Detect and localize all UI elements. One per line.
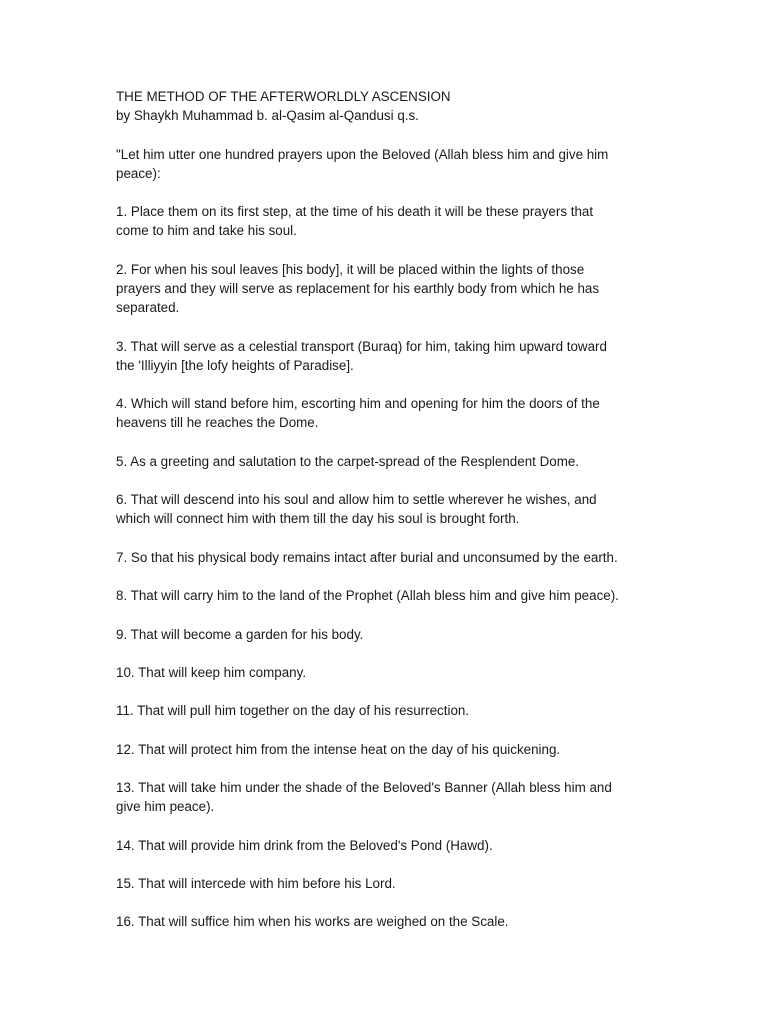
paragraph-line: 3. That will serve as a celestial transport (Buraq) for him, taking him upward toward (116, 338, 607, 354)
paragraph-line: 5. As a greeting and salutation to the carpet-spread of the Resplendent Dome. (116, 453, 580, 469)
paragraph-line: 9. That will become a garden for his body. (116, 626, 364, 642)
paragraph-line: 1. Place them on its first step, at the time of his death it will be these prayers that (116, 204, 594, 220)
paragraph-line: separated. (116, 300, 180, 316)
paragraph-line: give him peace). (116, 799, 215, 815)
intro-paragraph (116, 145, 661, 183)
paragraph-line: peace): (116, 165, 161, 181)
paragraph-line: 6. That will descend into his soul and allow him to settle wherever he wishes, and (116, 492, 597, 508)
title-block (116, 87, 661, 125)
paragraph-list (116, 145, 661, 932)
paragraph-line: 8. That will carry him to the land of the Prophet (Allah bless him and give him peace). (116, 588, 619, 604)
paragraph-line: 7. So that his physical body remains intact after burial and unconsumed by the earth. (116, 549, 618, 565)
paragraph-line: 12. That will protect him from the intense heat on the day of his quickening. (116, 741, 561, 757)
numbered-paragraph (116, 548, 661, 567)
numbered-paragraph (116, 912, 661, 931)
numbered-paragraph (116, 874, 661, 893)
paragraph-line: come to him and take his soul. (116, 223, 297, 239)
paragraph-line: 15. That will intercede with him before his Lord. (116, 876, 396, 892)
paragraph-line: 2. For when his soul leaves [his body], it will be placed within the lights of those (116, 261, 585, 277)
document-body (116, 87, 661, 951)
paragraph-line: the 'Illiyyin [the lofy heights of Paradise]. (116, 357, 354, 373)
numbered-paragraph (116, 394, 661, 432)
paragraph-line: which will connect him with them till the day his soul is brought forth. (116, 511, 520, 527)
paragraph-line: "Let him utter one hundred prayers upon the Beloved (Allah bless him and give him (116, 146, 609, 162)
document-title: THE METHOD OF THE AFTERWORLDLY ASCENSION (116, 89, 451, 104)
numbered-paragraph (116, 202, 661, 240)
numbered-paragraph (116, 740, 661, 759)
document-byline: by Shaykh Muhammad b. al-Qasim al-Qandusi q.s. (116, 108, 419, 124)
numbered-paragraph (116, 663, 661, 682)
paragraph-line: heavens till he reaches the Dome. (116, 415, 319, 431)
numbered-paragraph (116, 452, 661, 471)
numbered-paragraph (116, 260, 661, 318)
paragraph-line: 14. That will provide him drink from the Beloved's Pond (Hawd). (116, 837, 493, 853)
numbered-paragraph (116, 778, 661, 816)
paragraph-line: 13. That will take him under the shade of the Beloved's Banner (Allah bless him and (116, 780, 612, 796)
numbered-paragraph (116, 490, 661, 528)
numbered-paragraph (116, 701, 661, 720)
numbered-paragraph (116, 337, 661, 375)
paragraph-line: 10. That will keep him company. (116, 664, 307, 680)
paragraph-line: 11. That will pull him together on the day of his resurrection. (116, 703, 470, 719)
numbered-paragraph (116, 836, 661, 855)
paragraph-line: 4. Which will stand before him, escorting him and opening for him the doors of the (116, 396, 600, 412)
numbered-paragraph (116, 625, 661, 644)
paragraph-line: 16. That will suffice him when his works are weighed on the Scale. (116, 914, 509, 930)
numbered-paragraph (116, 586, 661, 605)
paragraph-line: prayers and they will serve as replacement for his earthly body from which he has (116, 280, 600, 296)
